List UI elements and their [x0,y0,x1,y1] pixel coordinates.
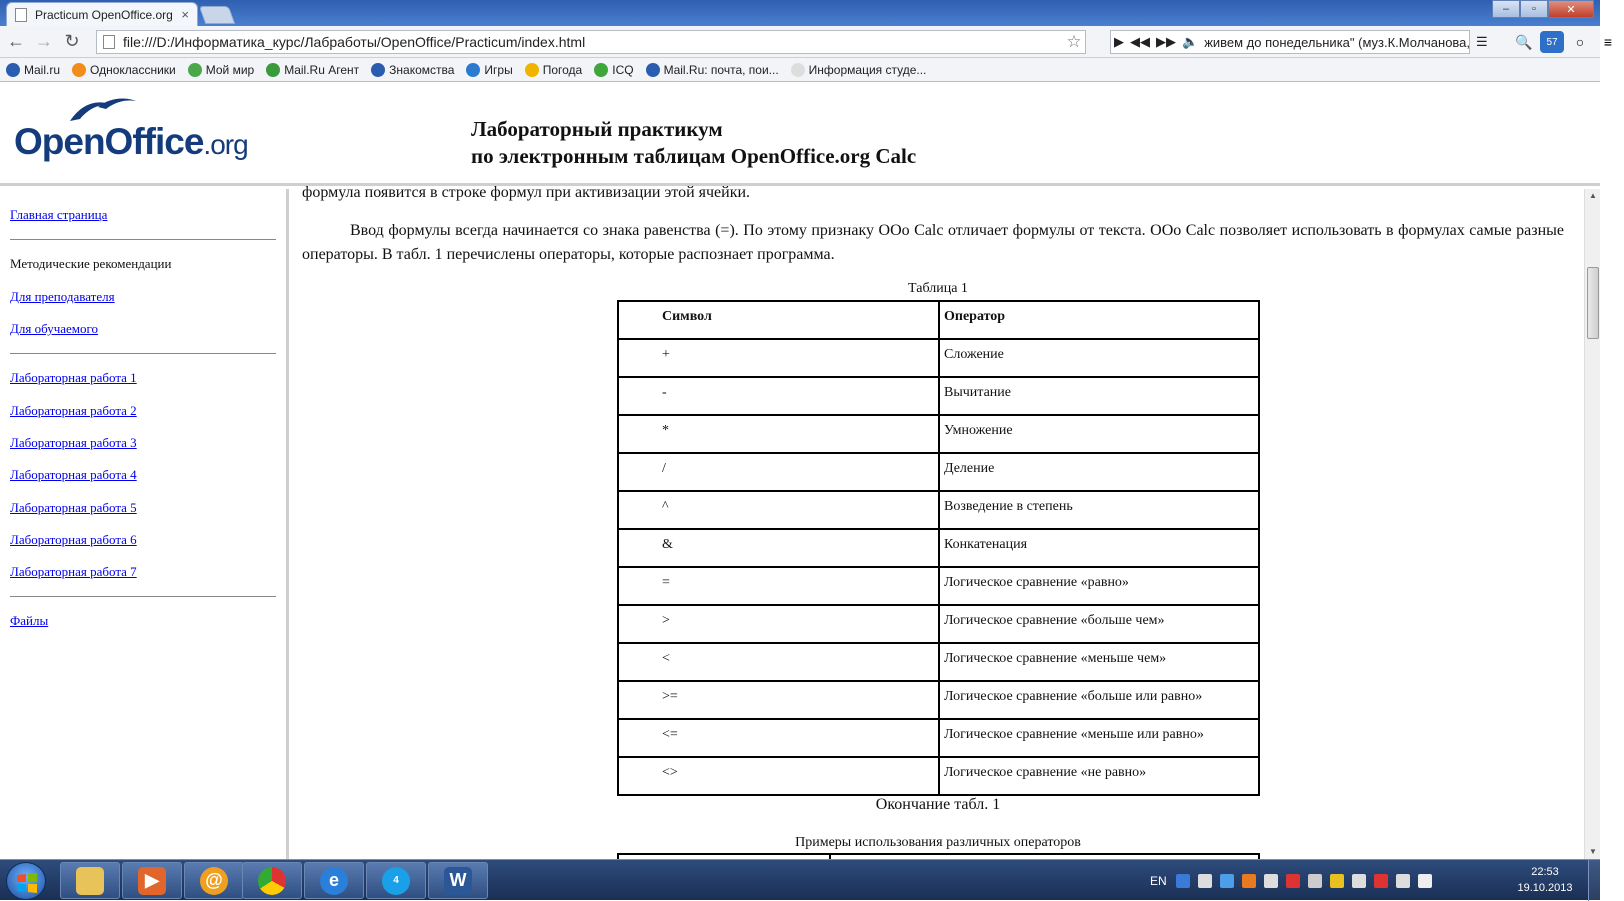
bookmark-icon [594,63,608,77]
taskbar-word[interactable] [428,862,488,899]
examples-caption: Примеры использования различных операторов [795,835,1081,850]
bookmark-label: Mail.ru [24,62,61,77]
table-header-row [618,301,1259,339]
operator-name-cell: Сложение [939,339,1259,377]
operator-symbol-cell: > [618,605,939,643]
nav-link-home[interactable]: Главная страница [10,207,108,222]
media-player-icon: ▶ [138,867,166,895]
bookmark-icon [6,63,20,77]
operator-name-cell: Логическое сравнение «равно» [939,567,1259,605]
table-row [618,339,1259,377]
address-bar[interactable] [96,30,1086,54]
speaker-icon[interactable]: 🔈 [1182,34,1199,49]
paragraph-main: Ввод формулы всегда начинается со знака равенства (=). По этому признаку OOo Calc отличает формулы от текста. OOo Calc позволяет использовать в формулах самые разные операторы. В табл. 1 перечислены операторы, которые распознает программа. [302,222,1564,263]
language-indicator[interactable]: EN [1150,873,1167,888]
table-row [618,757,1259,795]
help-icon[interactable] [1176,874,1190,888]
operator-name-cell: Вычитание [939,377,1259,415]
taskbar-browser[interactable] [242,862,302,899]
window-close-button[interactable]: ✕ [1548,0,1594,18]
play-icon[interactable]: ▶ [1114,34,1124,49]
table-row [618,605,1259,643]
table-row [618,643,1259,681]
nav-link-lab-3[interactable]: Лабораторная работа 3 [10,435,137,450]
page-scrollbar[interactable] [1584,189,1600,859]
folder-icon [76,867,104,895]
nav-link-teacher[interactable]: Для преподавателя [10,289,115,304]
windows-taskbar [0,859,1600,900]
bookmark-label: Мой мир [205,62,255,77]
table-row [618,719,1259,757]
back-arrow-icon[interactable]: ← [7,31,25,51]
url-text[interactable]: file:///D:/Информатика_курс/Лабработы/OpenOffice/Practicum/index.html [123,34,586,50]
nav-link-files[interactable]: Файлы [10,613,49,628]
table-end-caption: Окончание табл. 1 [875,796,1001,813]
bookmark-star-icon[interactable]: ☆ [1066,32,1082,51]
tray-icon[interactable] [1374,874,1388,888]
operator-symbol-cell: / [618,453,939,491]
taskbar-skype[interactable] [366,862,426,899]
table-header-operator: Оператор [939,301,1259,339]
table-row [618,453,1259,491]
taskbar-explorer[interactable] [60,862,120,899]
fast-forward-icon[interactable]: ▶▶ [1156,34,1176,49]
operator-symbol-cell: >= [618,681,939,719]
operator-symbol-cell: & [618,529,939,567]
tray-icon[interactable] [1352,874,1366,888]
logo-text: OpenOffice.org [14,121,248,162]
operator-symbol-cell: < [618,643,939,681]
bookmark-item[interactable] [188,63,254,77]
clock-date: 19.10.2013 [1517,882,1573,894]
table-row [618,415,1259,453]
tab-close-icon[interactable]: × [181,7,189,22]
extension-icon[interactable]: ○ [1575,34,1585,50]
operator-symbol-cell: <= [618,719,939,757]
tab-title: Practicum OpenOffice.org [35,7,173,22]
browser-toolbar [0,26,1613,58]
operator-name-cell: Логическое сравнение «больше или равно» [939,681,1259,719]
site-header [0,83,1600,186]
bookmark-item[interactable] [371,63,454,77]
taskbar-internet-explorer[interactable] [304,862,364,899]
scrollbar-thumb[interactable] [1587,267,1599,339]
menu-icon[interactable]: ☰ [1476,34,1488,49]
nav-link-lab-2[interactable]: Лабораторная работа 2 [10,403,137,418]
scroll-up-arrow-icon[interactable]: ▲ [1589,191,1597,200]
browser-tab-active[interactable] [6,2,198,26]
show-desktop-button[interactable] [1588,860,1600,901]
operator-name-cell: Конкатенация [939,529,1259,567]
bookmark-label: Погода [542,62,583,77]
openoffice-logo [14,97,248,167]
bookmark-icon [371,63,385,77]
windows-logo-icon [16,872,38,894]
window-controls [1492,0,1594,20]
operator-name-cell: Деление [939,453,1259,491]
bookmark-item[interactable] [466,63,512,77]
gull-logo-icon [68,97,138,123]
bookmark-label: Информация студе... [808,62,927,77]
network-icon[interactable] [1396,874,1410,888]
taskbar-mail-agent[interactable] [184,862,244,899]
table-row [618,567,1259,605]
tray-icon[interactable] [1330,874,1344,888]
divider [10,353,276,354]
toolbar-right-icons [1512,30,1624,54]
divider [10,239,276,240]
table-caption: Таблица 1 [908,281,968,296]
paragraph-top: формула появится в строке формул при активизации этой ячейки. [302,184,751,201]
word-icon: W [444,867,472,895]
bookmark-item[interactable] [791,63,927,77]
bookmark-item[interactable] [646,63,779,77]
bookmark-item[interactable] [594,63,633,77]
table-row [618,377,1259,415]
nav-link-lab-1[interactable]: Лабораторная работа 1 [10,370,137,385]
page-icon [15,8,27,22]
operators-table [617,300,1260,796]
wrench-menu-icon[interactable]: ≡ [1603,34,1613,50]
operator-symbol-cell: - [618,377,939,415]
minimize-button[interactable]: – [1492,0,1520,18]
site-title [471,116,916,170]
table-row [618,681,1259,719]
media-player-bar [1110,30,1488,54]
bookmark-icon [72,63,86,77]
tray-icon[interactable] [1308,874,1322,888]
operator-symbol-cell: = [618,567,939,605]
bookmark-label: Знакомства [389,62,455,77]
bookmark-label: Игры [484,62,513,77]
operator-symbol-cell: <> [618,757,939,795]
bookmark-item[interactable] [525,63,583,77]
reload-icon[interactable]: ↻ [64,31,80,51]
extension-badge-count: 57 [1546,36,1558,48]
operators-table-body [618,339,1259,795]
skype-icon [382,867,410,895]
browser-icon [258,867,286,895]
scroll-down-arrow-icon[interactable]: ▼ [1589,847,1597,856]
operator-symbol-cell: * [618,415,939,453]
operator-name-cell: Логическое сравнение «больше чем» [939,605,1259,643]
nav-link-lab-5[interactable]: Лабораторная работа 5 [10,500,137,515]
bookmark-item[interactable] [266,63,359,77]
start-button[interactable] [6,862,46,900]
operator-name-cell: Логическое сравнение «меньше чем» [939,643,1259,681]
media-track-title: живем до понедельника" (муз.К.Молчанова, [1204,34,1471,50]
operator-symbol-cell: ^ [618,491,939,529]
skype-badge: 4 [393,875,399,886]
site-title-line1: Лабораторный практикум [471,117,723,141]
nav-link-lab-4[interactable]: Лабораторная работа 4 [10,467,137,482]
mail-extension-icon[interactable] [1540,31,1564,53]
tray-icon[interactable] [1264,874,1278,888]
clock-time: 22:53 [1531,866,1559,878]
bookmark-label: Mail.Ru: почта, пои... [663,62,779,77]
search-icon[interactable]: 🔍 [1515,33,1533,50]
main-content [292,184,1584,859]
forward-arrow-icon[interactable]: → [35,31,53,51]
bookmark-icon [791,63,805,77]
divider [10,596,276,597]
site-title-line2: по электронным таблицам OpenOffice.org Calc [471,144,917,168]
bookmark-label: ICQ [612,62,634,77]
maximize-button[interactable]: ▫ [1520,0,1548,18]
nav-link-student[interactable]: Для обучаемого [10,321,99,336]
internet-explorer-icon: e [320,867,348,895]
sidebar-nav [0,189,289,859]
bookmark-icon [266,63,280,77]
operator-name-cell: Возведение в степень [939,491,1259,529]
tray-icon[interactable] [1198,874,1212,888]
bookmark-icon [188,63,202,77]
rewind-icon[interactable]: ◀◀ [1130,34,1150,49]
table-row [618,529,1259,567]
bookmark-label: Одноклассники [90,62,176,77]
nav-link-lab-6[interactable]: Лабораторная работа 6 [10,532,137,547]
taskbar-media-player[interactable] [122,862,182,899]
volume-icon[interactable] [1418,874,1432,888]
bookmark-icon [646,63,660,77]
table-header-symbol: Символ [618,301,939,339]
operator-name-cell: Умножение [939,415,1259,453]
taskbar-clock[interactable] [1510,864,1580,896]
bookmarks-bar [0,58,1600,82]
new-tab-button[interactable] [199,6,236,24]
bookmark-item[interactable] [6,63,60,77]
bookmark-icon [525,63,539,77]
bookmark-item[interactable] [72,63,176,77]
operator-name-cell: Логическое сравнение «меньше или равно» [939,719,1259,757]
page-icon [103,35,115,49]
operator-symbol-cell: + [618,339,939,377]
nav-label-methodical: Методические рекомендации [10,256,172,271]
bluetooth-icon[interactable] [1220,874,1234,888]
browser-tab-strip [0,0,1600,26]
tray-icon[interactable] [1242,874,1256,888]
mail-agent-icon: @ [200,867,228,895]
bookmark-label: Mail.Ru Агент [284,62,360,77]
operator-name-cell: Логическое сравнение «не равно» [939,757,1259,795]
nav-link-lab-7[interactable]: Лабораторная работа 7 [10,564,137,579]
tray-icon[interactable] [1286,874,1300,888]
table-row [618,491,1259,529]
bookmark-icon [466,63,480,77]
